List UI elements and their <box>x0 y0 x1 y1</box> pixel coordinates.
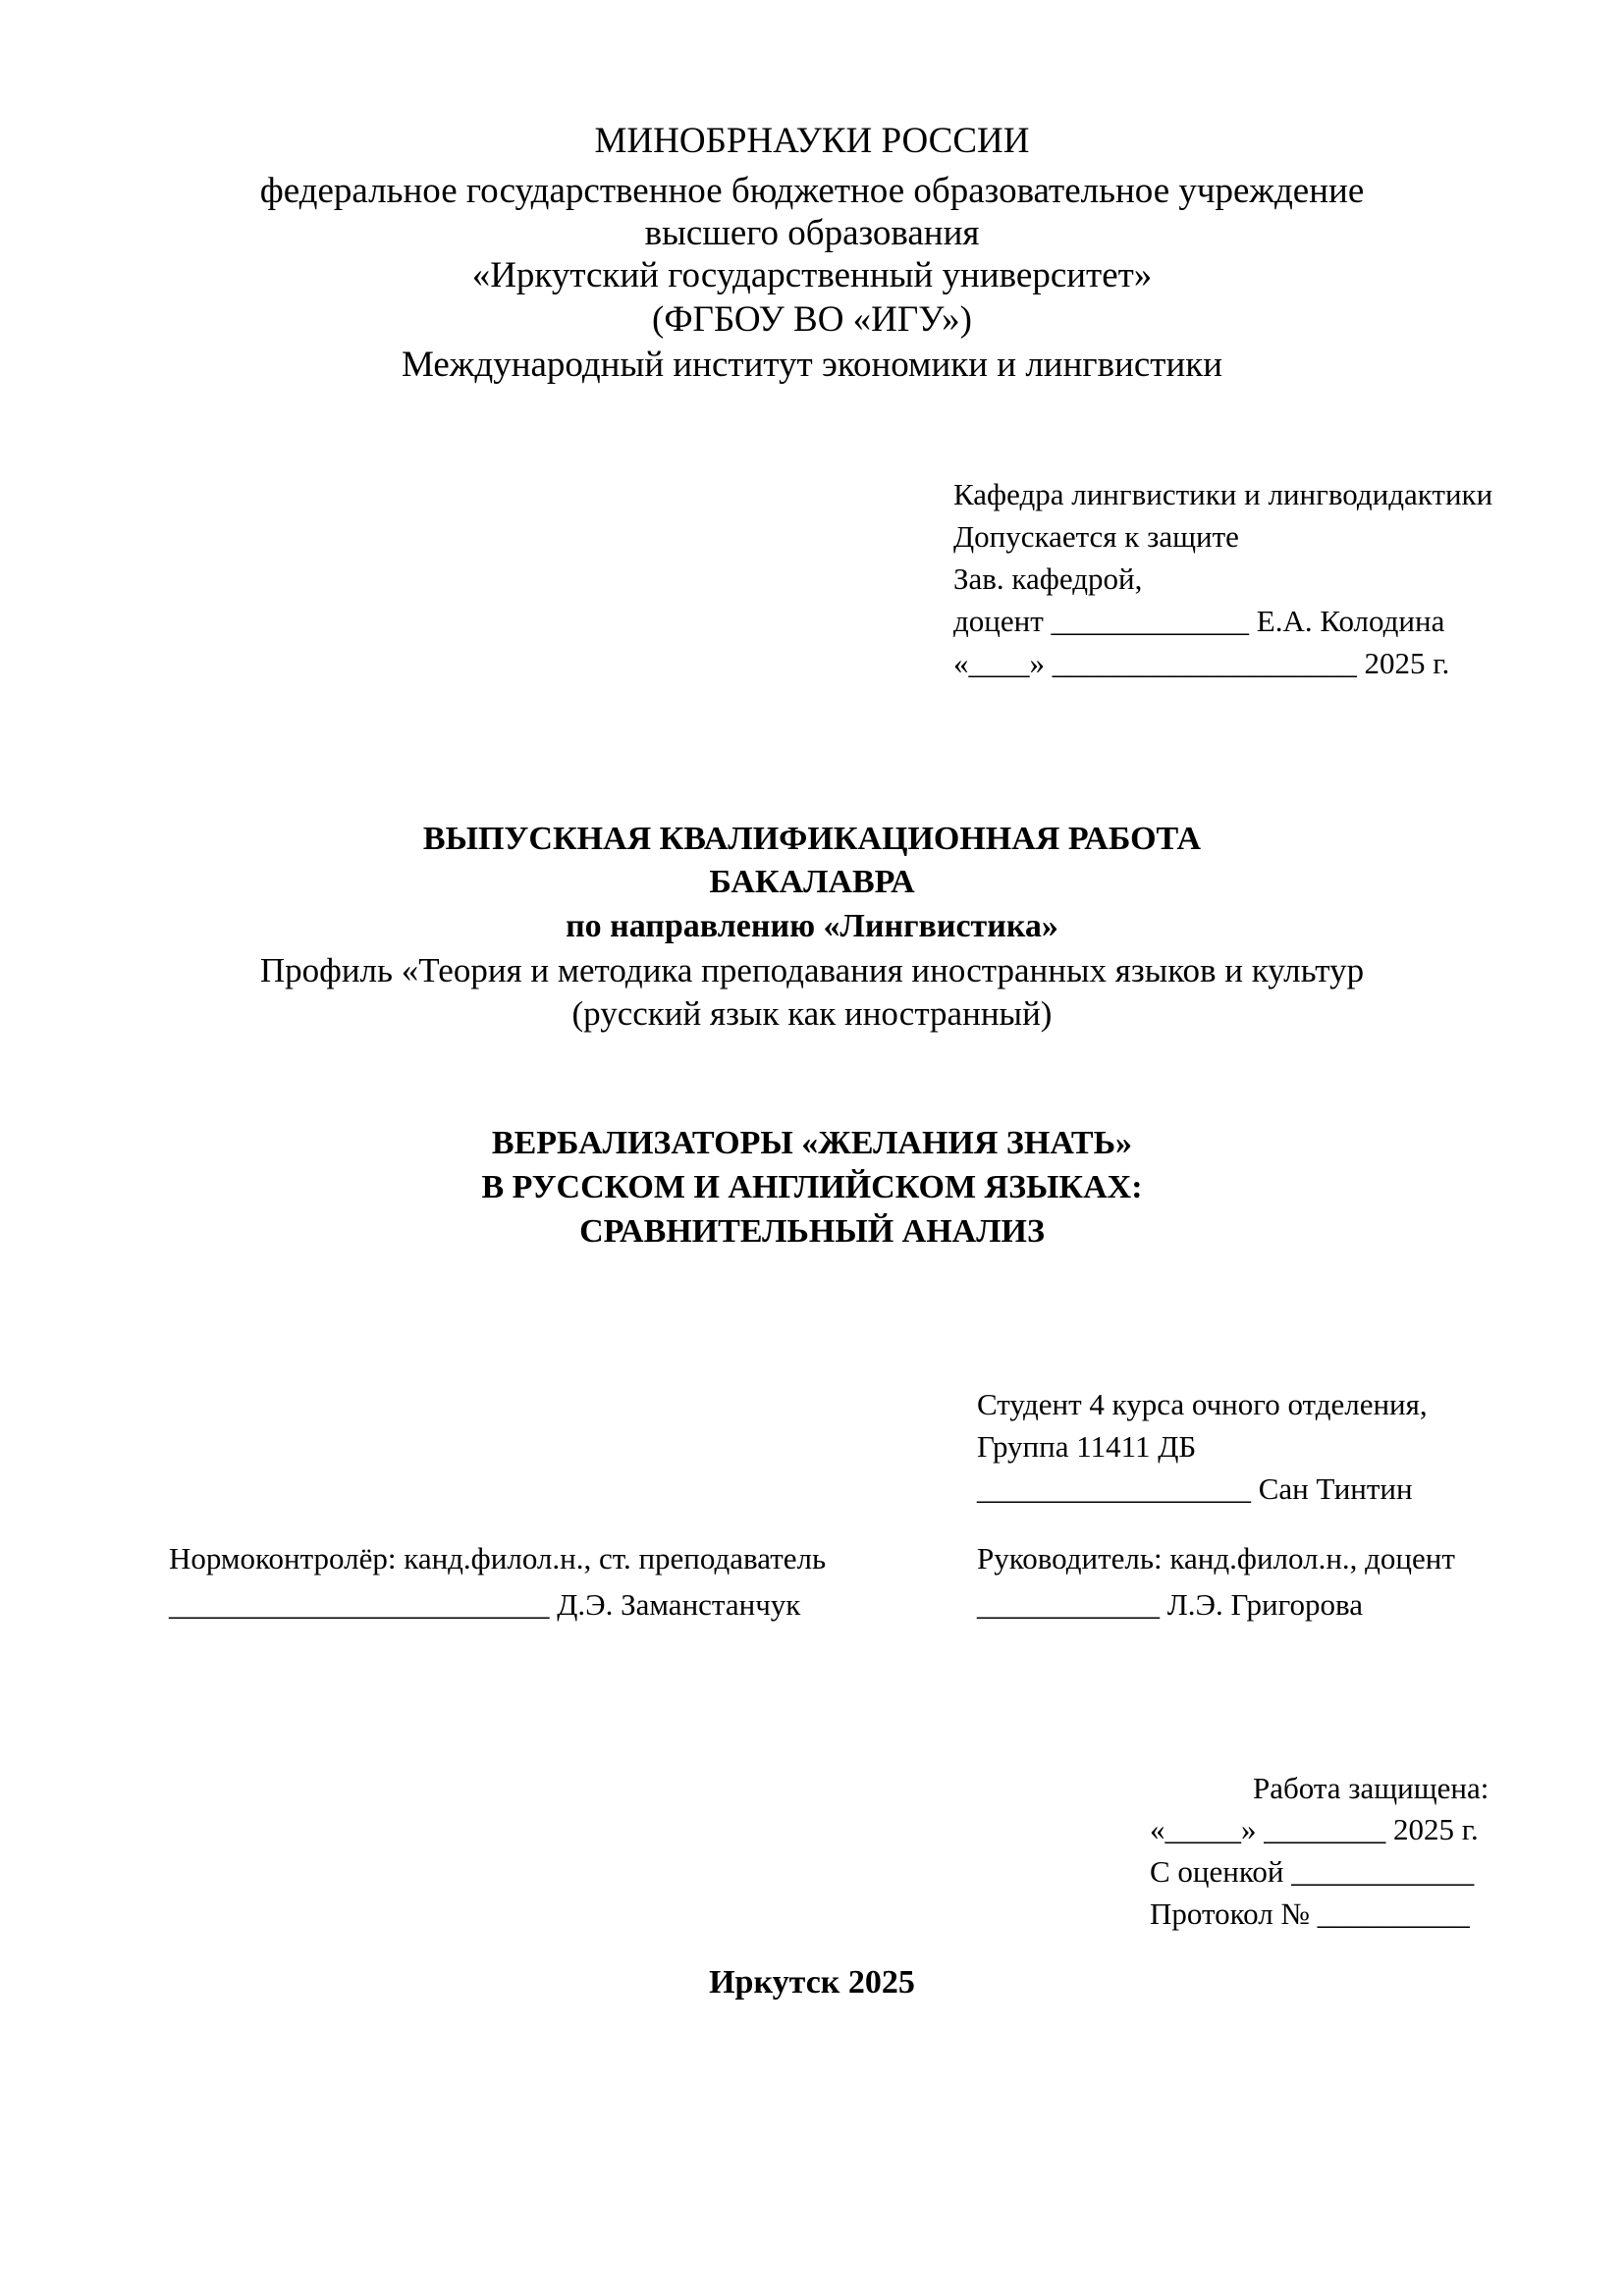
ministry-line: МИНОБРНАУКИ РОССИИ <box>594 121 1030 161</box>
approval-block <box>953 479 1492 678</box>
student-group-line: Группа 11411 ДБ <box>977 1429 1197 1464</box>
supervisor-block <box>977 1543 1455 1620</box>
university-name-line: «Иркутский государственный университет» <box>471 255 1153 295</box>
head-line: Зав. кафедрой, <box>953 561 1143 596</box>
topic-line2: В РУССКОМ И АНГЛИЙСКОМ ЯЗЫКАХ: <box>481 1169 1143 1205</box>
admitted-line: Допускается к защите <box>953 519 1239 554</box>
department-line: Кафедра лингвистики и лингводидактики <box>953 477 1493 511</box>
normcontrol-signature-line: _________________________ Д.Э. Заманстанчук <box>169 1587 801 1622</box>
work-type-line1: ВЫПУСКНАЯ КВАЛИФИКАЦИОННАЯ РАБОТА <box>422 821 1202 857</box>
defense-protocol-line: Протокол № __________ <box>1150 1896 1470 1931</box>
defense-date-line: «_____» ________ 2025 г. <box>1150 1812 1479 1846</box>
education-level-line: высшего образования <box>644 213 980 253</box>
normcontrol-label: Нормоконтролёр: канд.филол.н., ст. преподаватель <box>169 1541 827 1575</box>
defense-grade-line: С оценкой ____________ <box>1150 1854 1475 1889</box>
defense-block <box>1150 1814 1479 1929</box>
student-block <box>977 1389 1428 1504</box>
work-type-line2: БАКАЛАВРА <box>709 864 915 900</box>
university-abbr-line: (ФГБОУ ВО «ИГУ») <box>652 299 972 340</box>
student-signature-line: __________________ Сан Тинтин <box>977 1471 1413 1506</box>
direction-line: по направлению «Лингвистика» <box>566 908 1058 944</box>
institute-line: Международный институт экономики и лингвистики <box>401 345 1223 385</box>
profile-line2: (русский язык как иностранный) <box>571 994 1053 1033</box>
defense-title: Работа защищена: <box>1253 1771 1489 1805</box>
profile-line1: Профиль «Теория и методика преподавания иностранных языков и культур <box>259 951 1365 989</box>
topic-line3: СРАВНИТЕЛЬНЫЙ АНАЛИЗ <box>579 1213 1045 1250</box>
student-course-line: Студент 4 курса очного отделения, <box>977 1387 1428 1421</box>
city-year: Иркутск 2025 <box>709 1964 915 2001</box>
head-signature-line: доцент _____________ Е.А. Колодина <box>953 604 1445 638</box>
normcontrol-block <box>169 1543 826 1620</box>
topic-line1: ВЕРБАЛИЗАТОРЫ «ЖЕЛАНИЯ ЗНАТЬ» <box>491 1125 1133 1161</box>
institution-type-line: федеральное государственное бюджетное образовательное учреждение <box>259 171 1365 211</box>
supervisor-signature-line: ____________ Л.Э. Григорова <box>977 1587 1363 1622</box>
supervisor-label: Руководитель: канд.филол.н., доцент <box>977 1541 1455 1575</box>
approval-date-line: «____» ____________________ 2025 г. <box>953 646 1450 680</box>
